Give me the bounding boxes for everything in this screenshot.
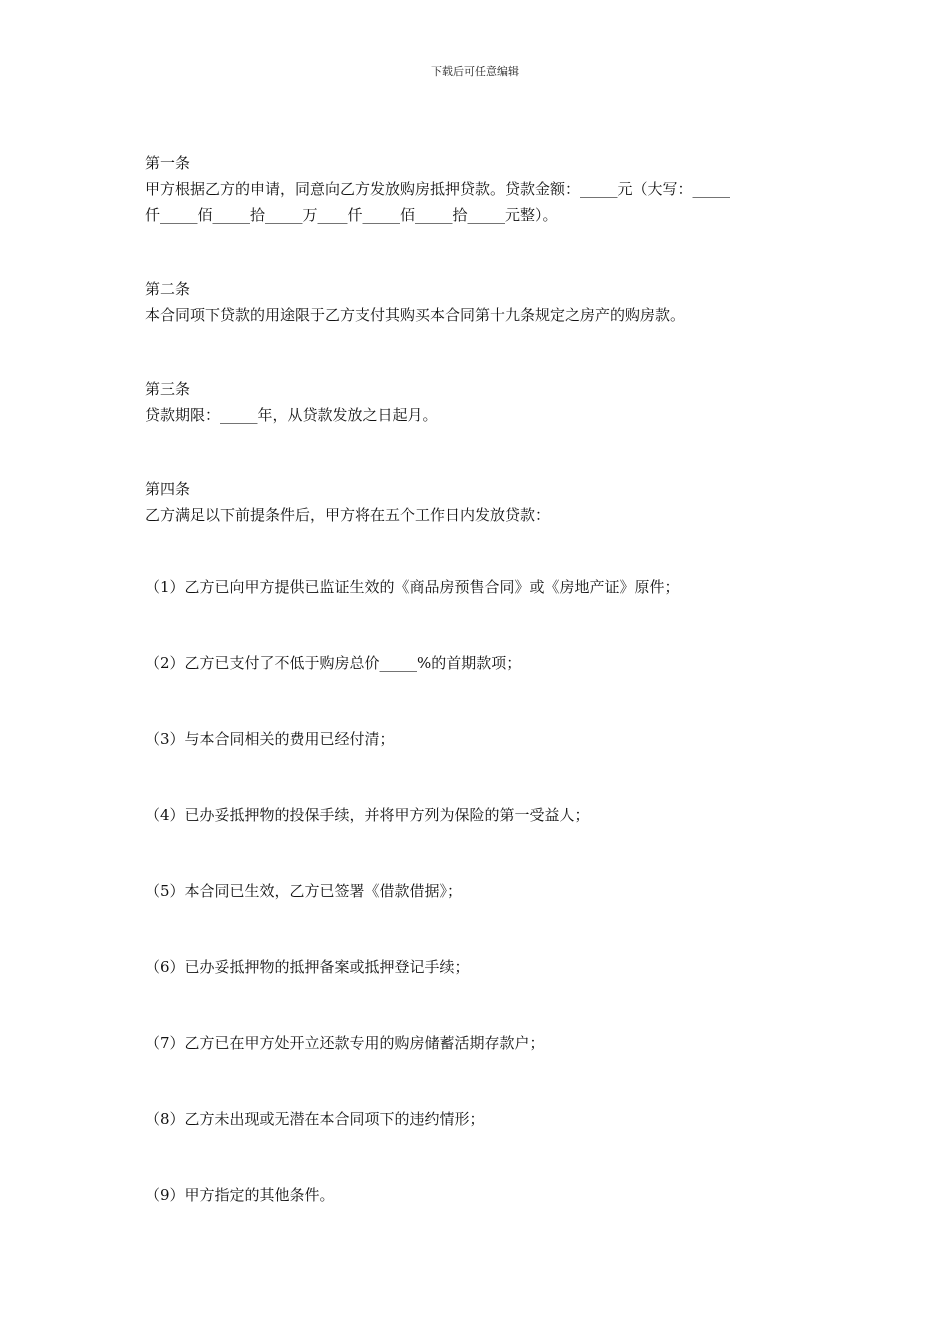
article-3-title: 第三条 (145, 380, 191, 398)
article-4 (145, 476, 815, 1208)
page-header: 下载后可任意编辑 (431, 65, 519, 78)
condition-item-2: （2）乙方已支付了不低于购房总价_____%的首期款项； (145, 654, 522, 672)
article-1-line-2: 仟_____佰_____拾_____万____仟_____佰_____拾_____元整）。 (145, 206, 558, 224)
article-1 (145, 150, 815, 228)
article-2-line-1: 本合同项下贷款的用途限于乙方支付其购买本合同第十九条规定之房产的购房款。 (145, 306, 686, 324)
condition-item-5: （5）本合同已生效，乙方已签署《借款借据》； (145, 882, 463, 900)
article-4-line-1: 乙方满足以下前提条件后，甲方将在五个工作日内发放贷款： (145, 506, 551, 524)
article-3-line-1: 贷款期限：_____年，从贷款发放之日起月。 (145, 406, 438, 424)
article-2-title: 第二条 (145, 280, 191, 298)
condition-item-6: （6）已办妥抵押物的抵押备案或抵押登记手续； (145, 958, 470, 976)
condition-item-9: （9）甲方指定的其他条件。 (145, 1186, 335, 1204)
condition-item-8: （8）乙方未出现或无潜在本合同项下的违约情形； (145, 1110, 485, 1128)
article-2 (145, 276, 815, 328)
document-body (145, 150, 815, 1208)
condition-item-7: （7）乙方已在甲方处开立还款专用的购房储蓄活期存款户； (145, 1034, 545, 1052)
condition-item-1: （1）乙方已向甲方提供已监证生效的《商品房预售合同》或《房地产证》原件； (145, 578, 680, 596)
article-4-title: 第四条 (145, 480, 191, 498)
condition-item-3: （3）与本合同相关的费用已经付清； (145, 730, 395, 748)
article-3 (145, 376, 815, 428)
condition-item-4: （4）已办妥抵押物的投保手续，并将甲方列为保险的第一受益人； (145, 806, 590, 824)
article-1-title: 第一条 (145, 154, 191, 172)
article-1-line-1: 甲方根据乙方的申请，同意向乙方发放购房抵押贷款。贷款金额：_____元（大写：_____ (145, 180, 731, 198)
